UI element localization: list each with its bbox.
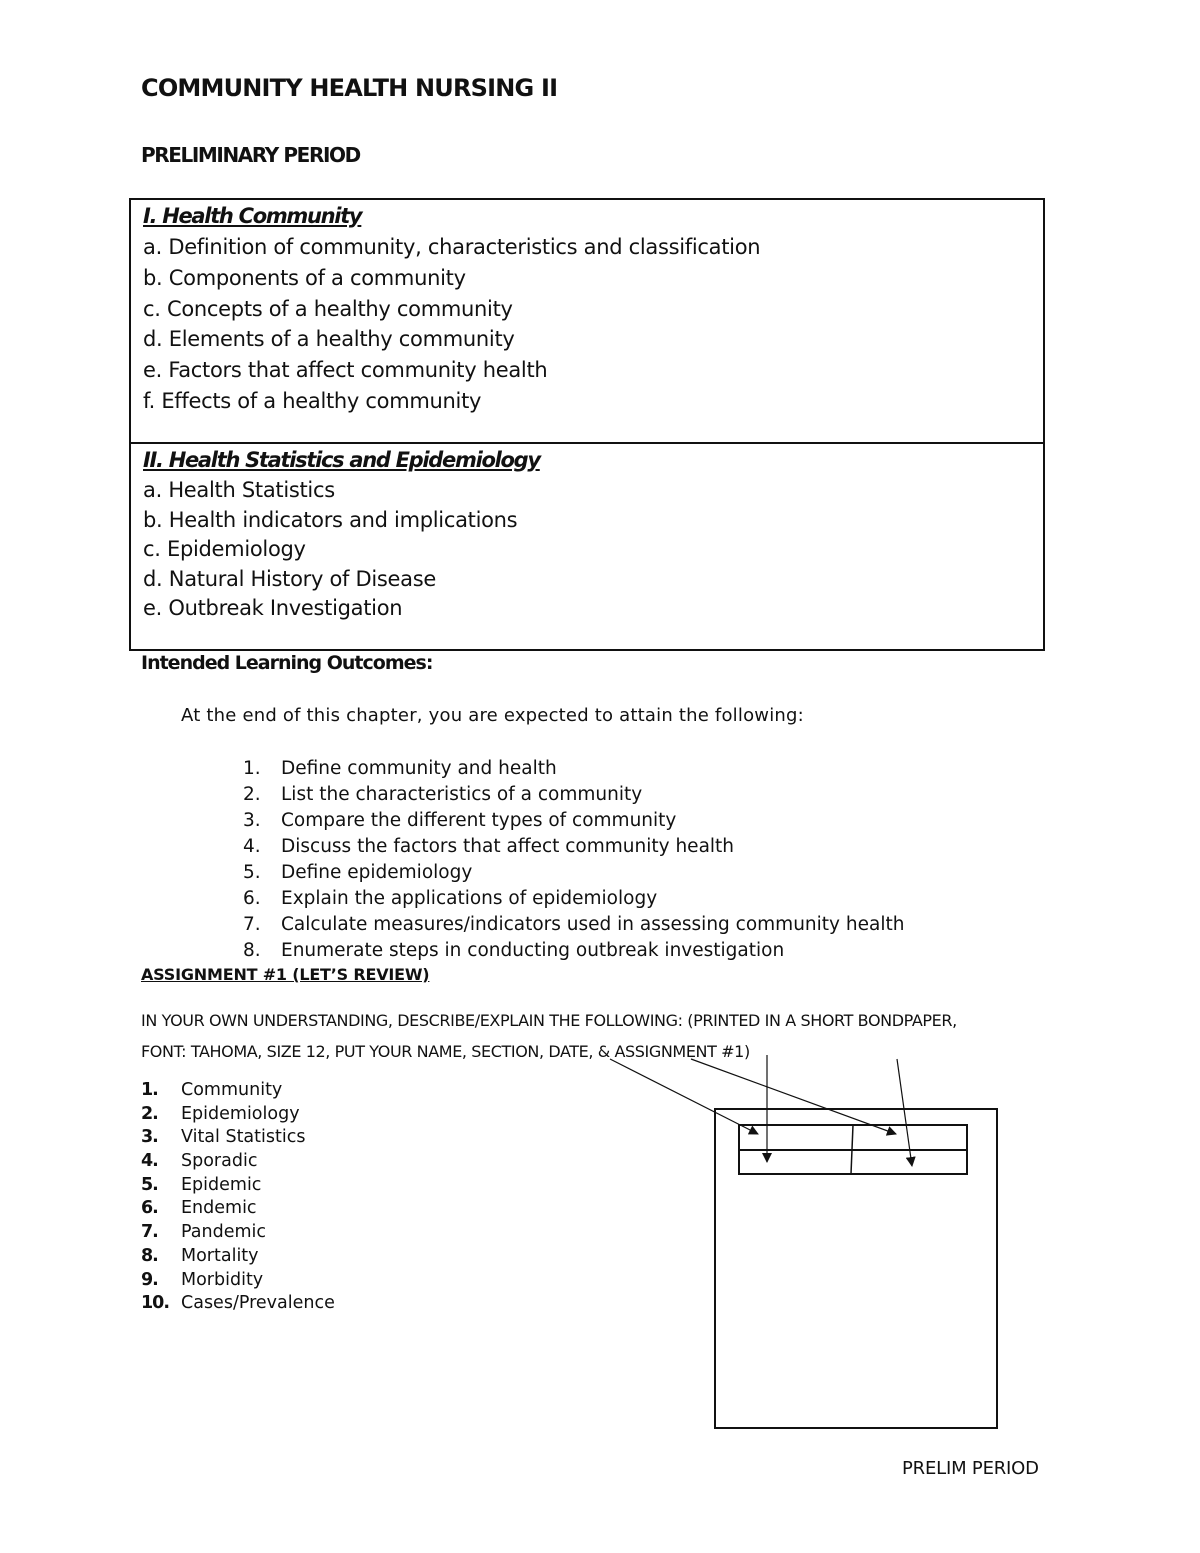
assignment-term: Cases/Prevalence xyxy=(181,1293,335,1314)
assignment-number: 1. xyxy=(141,1080,158,1100)
outcome-text: Calculate measures/indicators used in assessing community health xyxy=(281,914,905,935)
outcome-number: 8. xyxy=(243,940,261,961)
outcome-number: 5. xyxy=(243,862,261,883)
assignment-term: Epidemic xyxy=(181,1174,262,1195)
assignment-term: Endemic xyxy=(181,1198,257,1219)
assignment-number: 8. xyxy=(141,1245,158,1266)
header-table-col-divider xyxy=(851,1125,853,1174)
outcome-text: List the characteristics of a community xyxy=(281,784,643,805)
outcome-text: Explain the applications of epidemiology xyxy=(281,888,658,909)
outcome-number: 1. xyxy=(243,758,261,779)
topic-item: c. Concepts of a healthy community xyxy=(143,296,513,321)
outcome-text: Compare the different types of community xyxy=(281,810,677,831)
outcome-text: Define community and health xyxy=(281,758,557,779)
assignment-term: Morbidity xyxy=(181,1269,264,1290)
outcome-number: 3. xyxy=(243,810,261,831)
assignment-term: Mortality xyxy=(181,1245,259,1266)
assignment-number: 10. xyxy=(141,1293,170,1314)
assignment-heading: ASSIGNMENT #1 (LET’S REVIEW) xyxy=(141,965,430,984)
period-heading: PRELIMINARY PERIOD xyxy=(141,143,360,167)
topic-title: II. Health Statistics and Epidemiology xyxy=(143,448,540,472)
assignment-number: 6. xyxy=(141,1198,158,1219)
topic-title: I. Health Community xyxy=(143,204,362,228)
topic-item: d. Elements of a healthy community xyxy=(143,327,515,352)
assignment-number: 3. xyxy=(141,1127,158,1148)
assignment-number: 2. xyxy=(141,1103,158,1124)
topic-item: e. Outbreak Investigation xyxy=(143,596,403,620)
assignment-number: 9. xyxy=(141,1269,158,1290)
bondpaper-outline xyxy=(715,1109,997,1428)
outcome-text: Define epidemiology xyxy=(281,862,473,883)
assignment-term: Epidemiology xyxy=(181,1103,300,1124)
topic-item: b. Components of a community xyxy=(143,265,466,290)
assignment-number: 5. xyxy=(141,1174,158,1195)
outcomes-heading: Intended Learning Outcomes: xyxy=(141,652,433,674)
topic-item: b. Health indicators and implications xyxy=(143,507,518,532)
outcome-text: Discuss the factors that affect community health xyxy=(281,836,735,857)
outcome-number: 7. xyxy=(243,914,261,935)
outcome-number: 6. xyxy=(243,888,261,909)
outcome-number: 2. xyxy=(243,784,261,805)
assignment-term: Sporadic xyxy=(181,1151,258,1172)
document-title: COMMUNITY HEALTH NURSING II xyxy=(141,74,558,102)
outcomes-intro: At the end of this chapter, you are expected to attain the following: xyxy=(181,705,804,726)
assignment-term: Vital Statistics xyxy=(181,1127,306,1148)
arrow-section xyxy=(691,1059,896,1134)
assignment-term: Community xyxy=(181,1080,283,1100)
topic-item: d. Natural History of Disease xyxy=(143,566,437,591)
topic-item: a. Health Statistics xyxy=(143,478,335,502)
topic-item: a. Definition of community, characteristics and classification xyxy=(143,235,761,259)
assignment-instruction: IN YOUR OWN UNDERSTANDING, DESCRIBE/EXPLAIN THE FOLLOWING: (PRINTED IN A SHORT BONDPAPER, FONT: TAHOMA, SIZE 12, PUT YOUR NAME, SECTION, DATE, & ASSIGNMENT #1) xyxy=(141,1011,957,1061)
arrow-name xyxy=(610,1059,758,1134)
outcome-number: 4. xyxy=(243,836,261,857)
topic-item: c. Epidemiology xyxy=(143,537,306,561)
footer-label: PRELIM PERIOD xyxy=(902,1458,1039,1479)
topic-item: e. Factors that affect community health xyxy=(143,358,548,383)
assignment-number: 7. xyxy=(141,1222,158,1243)
topic-item: f. Effects of a healthy community xyxy=(143,388,482,413)
assignment-number: 4. xyxy=(141,1151,158,1172)
outcome-text: Enumerate steps in conducting outbreak investigation xyxy=(281,940,785,961)
assignment-term: Pandemic xyxy=(181,1222,266,1243)
